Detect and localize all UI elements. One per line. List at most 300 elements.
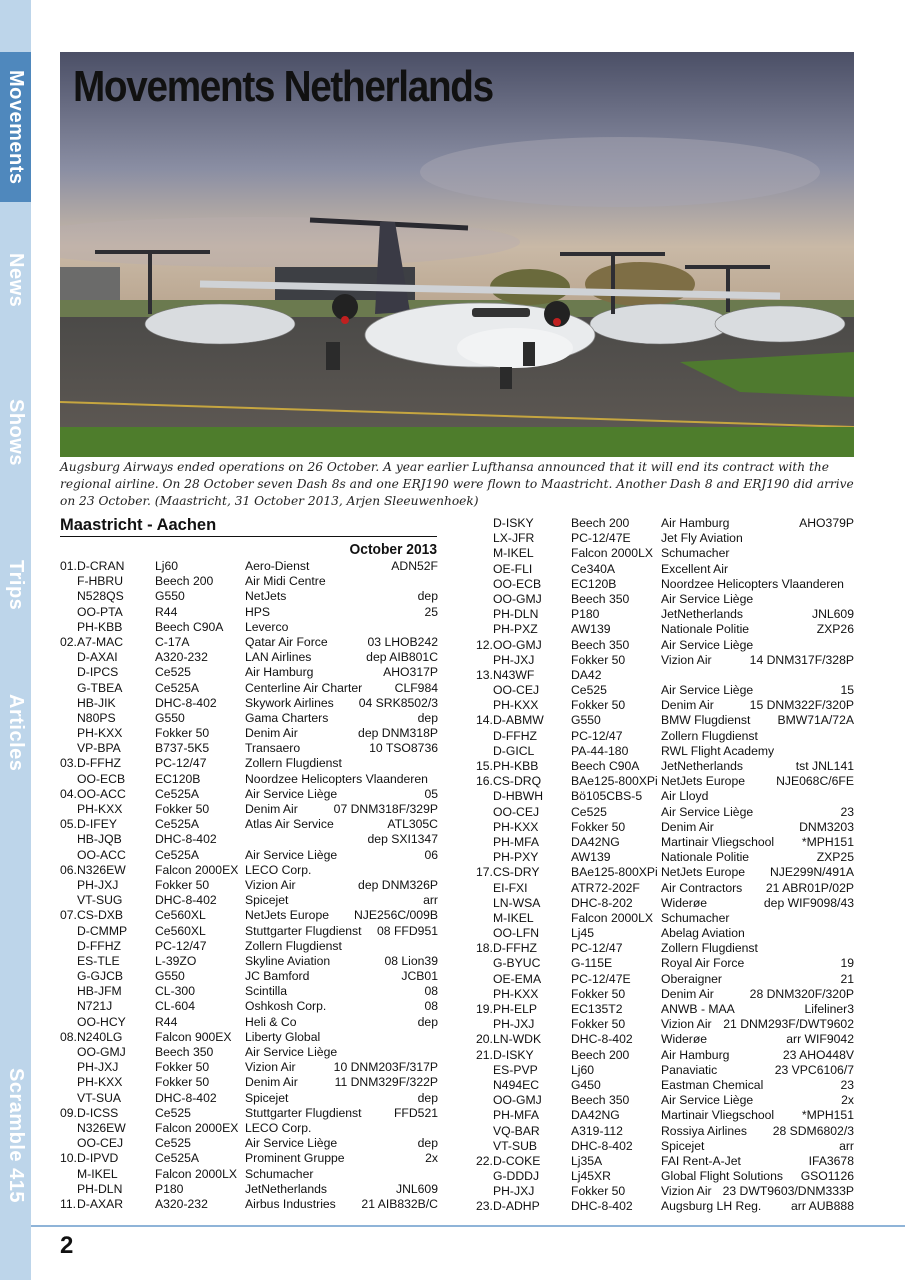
aircraft-type-cell: CL-604 <box>155 999 195 1014</box>
operator-cell: Denim Air <box>661 698 714 713</box>
aircraft-type-cell: Ce340A <box>571 561 616 576</box>
registration-cell: ES-PVP <box>493 1062 538 1077</box>
day-cell: 15. <box>476 759 493 773</box>
aircraft-type-cell: Beech 350 <box>571 591 630 606</box>
remarks-cell: dep SXI1347 <box>367 832 438 847</box>
movement-row <box>476 1139 854 1154</box>
remarks-cell: AHO379P <box>799 516 854 530</box>
movement-row <box>476 850 854 865</box>
aircraft-type-cell: Falcon 2000LX <box>571 910 653 925</box>
registration-cell: D-FFHZ <box>77 938 121 953</box>
remarks-cell: dep <box>417 1136 438 1151</box>
tab-news[interactable]: News <box>5 252 27 308</box>
movement-row <box>476 1108 854 1123</box>
tab-trips[interactable]: Trips <box>5 559 27 611</box>
movement-row <box>476 820 854 835</box>
operator-cell: Stuttgarter Flugdienst <box>245 923 362 938</box>
registration-cell: D-ABMW <box>493 713 544 728</box>
operator-cell: Vizion Air <box>661 1184 712 1199</box>
movement-row <box>60 1030 438 1045</box>
registration-cell: F-HBRU <box>77 574 124 589</box>
movement-row <box>60 605 438 620</box>
operator-cell: Heli & Co <box>245 1014 297 1029</box>
movement-row <box>60 802 438 817</box>
aircraft-type-cell: DHC-8-402 <box>155 695 217 710</box>
movement-row <box>60 635 438 650</box>
registration-cell: N80PS <box>77 710 116 725</box>
movement-row <box>476 896 854 911</box>
day-cell: 09. <box>60 1105 77 1120</box>
aircraft-type-cell: AW139 <box>571 622 611 637</box>
remarks-cell: 08 <box>424 999 438 1014</box>
operator-cell: LECO Corp. <box>245 1120 312 1135</box>
day-cell: 22. <box>476 1153 493 1168</box>
aircraft-type-cell: Fokker 50 <box>571 698 626 713</box>
operator-cell: Denim Air <box>245 802 298 816</box>
remarks-cell: *MPH151 <box>801 1108 854 1123</box>
registration-cell: D-HBWH <box>493 789 544 804</box>
aircraft-type-cell: Beech C90A <box>571 759 640 773</box>
registration-cell: D-IFEY <box>77 817 117 832</box>
section-heading: Maastricht - Aachen <box>60 516 437 537</box>
registration-cell: OO-PTA <box>77 604 123 619</box>
day-cell: 08. <box>60 1029 77 1044</box>
remarks-cell: 28 DNM320F/320P <box>749 986 854 1001</box>
aircraft-type-cell: G-115E <box>571 956 613 971</box>
movement-row <box>476 1199 854 1214</box>
operator-cell: Panaviatic <box>661 1062 718 1077</box>
remarks-cell: 23 <box>840 1077 854 1092</box>
day-cell: 02. <box>60 634 77 649</box>
movement-row <box>60 741 438 756</box>
operator-cell: Air Service Liège <box>661 683 754 698</box>
parked-aircraft-illustration <box>60 52 854 457</box>
aircraft-type-cell: DHC-8-402 <box>155 1090 217 1105</box>
operator-cell: Widerøe <box>661 895 708 910</box>
operator-cell: Widerøe <box>661 1032 708 1047</box>
remarks-cell: NJE256C/009B <box>353 908 438 923</box>
operator-cell: Stuttgarter Flugdienst <box>245 1105 362 1120</box>
movement-row <box>476 1169 854 1184</box>
registration-cell: PH-KBB <box>77 619 123 634</box>
movement-row <box>60 1015 438 1030</box>
operator-cell: Excellent Air <box>661 561 729 576</box>
movement-row <box>476 881 854 896</box>
operator-cell: NetJets Europe <box>245 908 330 923</box>
operator-cell: JetNetherlands <box>661 607 743 622</box>
movement-row <box>60 939 438 954</box>
aircraft-type-cell: DHC-8-402 <box>571 1138 633 1153</box>
movement-row <box>476 744 854 759</box>
remarks-cell: 07 DNM318F/329P <box>333 802 438 816</box>
aircraft-type-cell: P180 <box>571 607 600 622</box>
registration-cell: OO-ECB <box>77 771 126 786</box>
movement-row <box>476 1154 854 1169</box>
movement-row <box>60 832 438 847</box>
aircraft-type-cell: Beech 200 <box>571 1047 630 1062</box>
operator-cell: Vizion Air <box>245 877 296 892</box>
remarks-cell: ATL305C <box>387 817 438 832</box>
registration-cell: OO-GMJ <box>493 591 542 606</box>
remarks-cell: 23 VPC6106/7 <box>774 1062 854 1077</box>
aircraft-type-cell: CL-300 <box>155 984 195 999</box>
movement-row <box>476 972 854 987</box>
registration-cell: OO-LFN <box>493 926 540 941</box>
registration-cell: N721J <box>77 999 113 1014</box>
aircraft-type-cell: Lj60 <box>155 559 179 573</box>
operator-cell: Denim Air <box>661 986 714 1001</box>
aircraft-type-cell: BAe125-800XPi <box>571 774 658 789</box>
operator-cell: Gama Charters <box>245 710 329 725</box>
operator-cell: Schumacher <box>245 1166 314 1181</box>
remarks-cell: NJE068C/6FE <box>776 774 854 789</box>
remarks-cell: 15 <box>840 683 854 698</box>
operator-cell: Rossiya Airlines <box>661 1123 748 1138</box>
aircraft-type-cell: Beech 350 <box>155 1045 214 1059</box>
remarks-cell: tst JNL141 <box>795 759 854 773</box>
registration-cell: HB-JIK <box>77 695 116 710</box>
day-cell: 03. <box>60 756 77 771</box>
aircraft-type-cell: PC-12/47 <box>571 941 623 956</box>
aircraft-type-cell: Beech 350 <box>571 1093 630 1108</box>
remarks-cell: 21 <box>840 971 854 986</box>
registration-cell: OO-CEJ <box>77 1136 124 1151</box>
operator-cell: LAN Airlines <box>245 650 312 665</box>
remarks-cell: 04 SRK8502/3 <box>358 695 438 710</box>
registration-cell: PH-DLN <box>493 607 539 622</box>
day-cell: 16. <box>476 774 493 789</box>
remarks-cell: dep <box>417 1090 438 1105</box>
remarks-cell: DNM3203 <box>799 819 854 834</box>
aircraft-type-cell: Beech C90A <box>155 619 224 634</box>
movement-row <box>60 772 438 787</box>
aircraft-type-cell: Lj60 <box>571 1062 595 1077</box>
page-number: 2 <box>60 1232 74 1259</box>
movement-row <box>476 683 854 698</box>
aircraft-type-cell: PA-44-180 <box>571 743 629 758</box>
aircraft-type-cell: Beech 350 <box>571 637 630 652</box>
aircraft-type-cell: Falcon 2000EX <box>155 1120 239 1135</box>
registration-cell: PH-JXJ <box>493 1017 535 1032</box>
operator-cell: Air Service Liège <box>661 1093 754 1108</box>
movement-row <box>476 789 854 804</box>
operator-cell: Zollern Flugdienst <box>245 756 342 771</box>
remarks-cell: 03 LHOB242 <box>367 634 438 649</box>
operator-cell: LECO Corp. <box>245 862 312 877</box>
movement-row <box>60 1151 438 1166</box>
movement-row <box>476 956 854 971</box>
operator-cell: JetNetherlands <box>661 759 743 773</box>
operator-cell: Air Service Liège <box>661 637 754 652</box>
movement-row <box>476 1124 854 1139</box>
remarks-cell: arr <box>839 1138 854 1153</box>
aircraft-type-cell: R44 <box>155 1014 178 1029</box>
registration-cell: CS-DRY <box>493 865 540 880</box>
movement-row <box>60 908 438 923</box>
movements-column-right <box>476 516 854 1215</box>
aircraft-type-cell: Fokker 50 <box>155 1060 210 1075</box>
registration-cell: D-GICL <box>493 743 535 758</box>
operator-cell: Oberaigner <box>661 971 722 986</box>
aircraft-type-cell: Ce525 <box>571 683 607 698</box>
movement-row <box>476 516 854 531</box>
movement-row <box>60 863 438 878</box>
registration-cell: PH-PXY <box>493 850 539 865</box>
aircraft-type-cell: Ce560XL <box>155 923 206 938</box>
day-cell: 23. <box>476 1199 493 1214</box>
operator-cell: Vizion Air <box>661 1017 712 1032</box>
registration-cell: D-ICSS <box>77 1105 119 1120</box>
aircraft-type-cell: Ce525A <box>155 680 200 695</box>
registration-cell: D-FFHZ <box>493 941 537 956</box>
photo-caption: Augsburg Airways ended operations on 26 October. A year earlier Lufthansa announced that it will end its contract with the regional airline. On 28 October seven Dash 8s and one ERJ190 were flown to Maastricht. Another Dash 8 and ERJ190 did arrive on 23 October. (Maastricht, 31 October 2013, Arjen Sleeuwenhoek) <box>60 460 854 508</box>
operator-cell: Air Service Liège <box>661 804 754 819</box>
movement-row <box>60 1091 438 1106</box>
aircraft-type-cell: EC120B <box>571 576 617 591</box>
operator-cell: Royal Air Force <box>661 956 745 971</box>
registration-cell: N528QS <box>77 589 124 604</box>
operator-cell: Leverco <box>245 619 289 634</box>
operator-cell: ANWB - MAA <box>661 1002 735 1016</box>
operator-cell: Airbus Industries <box>245 1196 336 1211</box>
remarks-cell: GSO1126 <box>800 1169 854 1184</box>
registration-cell: PH-MFA <box>493 834 540 849</box>
operator-cell: Air Service Liège <box>245 1045 338 1059</box>
registration-cell: PH-PXZ <box>493 622 538 637</box>
registration-cell: A7-MAC <box>77 634 124 649</box>
aircraft-type-cell: Falcon 900EX <box>155 1029 232 1044</box>
remarks-cell: ZXP25 <box>816 850 854 865</box>
movement-row <box>60 1060 438 1075</box>
day-cell: 20. <box>476 1032 493 1047</box>
day-cell: 19. <box>476 1002 493 1016</box>
movement-row <box>60 984 438 999</box>
operator-cell: NetJets Europe <box>661 774 746 789</box>
remarks-cell: 23 DWT9603/DNM333P <box>722 1184 854 1199</box>
day-cell: 04. <box>60 786 77 801</box>
registration-cell: PH-KXX <box>493 986 539 1001</box>
registration-cell: OO-ECB <box>493 576 542 591</box>
operator-cell: FAI Rent-A-Jet <box>661 1153 741 1168</box>
operator-cell: Air Service Liège <box>245 786 338 801</box>
remarks-cell: 23 <box>840 804 854 819</box>
remarks-cell: BMW71A/72A <box>777 713 854 728</box>
aircraft-type-cell: Falcon 2000LX <box>571 546 653 561</box>
aircraft-type-cell: Fokker 50 <box>155 726 210 741</box>
registration-cell: D-CRAN <box>77 559 125 573</box>
operator-cell: HPS <box>245 604 271 619</box>
registration-cell: VP-BPA <box>77 741 121 756</box>
remarks-cell: 19 <box>840 956 854 971</box>
registration-cell: M-IKEL <box>77 1166 118 1181</box>
registration-cell: M-IKEL <box>493 910 534 925</box>
aircraft-type-cell: Lj45XR <box>571 1169 611 1184</box>
operator-cell: Spicejet <box>245 1090 289 1105</box>
movement-row <box>476 622 854 637</box>
operator-cell: Martinair Vliegschool <box>661 834 775 849</box>
operator-cell: Vizion Air <box>661 652 712 667</box>
registration-cell: D-ADHP <box>493 1199 540 1214</box>
movement-row <box>476 1078 854 1093</box>
registration-cell: PH-KXX <box>77 726 123 741</box>
movement-row <box>476 562 854 577</box>
remarks-cell: dep WIF9098/43 <box>763 895 854 910</box>
movement-row <box>476 774 854 789</box>
operator-cell: Schumacher <box>661 546 730 561</box>
remarks-cell: 2x <box>841 1093 854 1108</box>
registration-cell: EI-FXI <box>493 880 528 895</box>
operator-cell: Air Service Liège <box>245 847 338 862</box>
registration-cell: N326EW <box>77 862 126 877</box>
aircraft-type-cell: Ce525 <box>155 1136 191 1151</box>
operator-cell: JC Bamford <box>245 969 310 984</box>
movement-row <box>476 987 854 1002</box>
aircraft-type-cell: Ce525A <box>155 1151 200 1166</box>
movement-row <box>60 681 438 696</box>
registration-cell: G-BYUC <box>493 956 541 971</box>
day-cell: 14. <box>476 713 493 728</box>
remarks-cell: AHO317P <box>383 665 438 680</box>
registration-cell: D-CMMP <box>77 923 128 938</box>
movement-row <box>476 668 854 683</box>
day-cell: 21. <box>476 1047 493 1062</box>
remarks-cell: ZXP26 <box>816 622 854 637</box>
footer-rule <box>31 1225 905 1227</box>
remarks-cell: dep DNM326P <box>358 877 438 892</box>
remarks-cell: 21 AIB832B/C <box>361 1196 438 1211</box>
remarks-cell: 08 FFD951 <box>377 923 438 938</box>
remarks-cell: 06 <box>424 847 438 862</box>
movement-row <box>476 1063 854 1078</box>
operator-cell: Nationale Politie <box>661 622 750 637</box>
movement-row <box>60 1045 438 1060</box>
registration-cell: N240LG <box>77 1029 123 1044</box>
section-sidebar <box>0 0 31 1280</box>
month-heading: October 2013 <box>349 541 437 558</box>
aircraft-type-cell: Fokker 50 <box>571 1017 626 1032</box>
operator-cell: Qatar Air Force <box>245 634 328 649</box>
registration-cell: PH-KXX <box>493 819 539 834</box>
registration-cell: PH-KXX <box>77 802 123 816</box>
tab-scramble-issue[interactable]: Scramble 415 <box>5 1067 27 1203</box>
registration-cell: N326EW <box>77 1120 126 1135</box>
registration-cell: VT-SUG <box>77 893 123 908</box>
movements-column-left <box>60 559 438 1212</box>
remarks-cell: arr <box>423 893 438 908</box>
movement-row <box>476 1093 854 1108</box>
registration-cell: M-IKEL <box>493 546 534 561</box>
remarks-cell: CLF984 <box>394 680 438 695</box>
operator-cell: Aero-Dienst <box>245 559 310 573</box>
aircraft-type-cell: Fokker 50 <box>155 1075 210 1090</box>
operator-cell: Spicejet <box>245 893 289 908</box>
remarks-cell: 05 <box>424 786 438 801</box>
registration-cell: LX-JFR <box>493 531 535 546</box>
movement-row <box>476 729 854 744</box>
movement-row <box>476 653 854 668</box>
movement-row <box>60 1197 438 1212</box>
operator-cell: Denim Air <box>661 819 714 834</box>
movement-row <box>476 911 854 926</box>
operator-cell: Air Midi Centre <box>245 574 326 589</box>
aircraft-type-cell: Ce525 <box>155 1105 191 1120</box>
registration-cell: D-FFHZ <box>493 728 537 743</box>
aircraft-type-cell: EC135T2 <box>571 1002 623 1016</box>
aircraft-type-cell: PC-12/47 <box>155 756 207 771</box>
remarks-cell: arr WIF9042 <box>786 1032 854 1047</box>
remarks-cell: arr AUB888 <box>790 1199 854 1214</box>
operator-cell: Spicejet <box>661 1138 705 1153</box>
registration-cell: N494EC <box>493 1077 540 1092</box>
operator-cell: Prominent Gruppe <box>245 1151 345 1166</box>
movement-row <box>60 650 438 665</box>
registration-cell: VT-SUA <box>77 1090 122 1105</box>
registration-cell: D-IPVD <box>77 1151 119 1166</box>
registration-cell: ES-TLE <box>77 953 120 968</box>
remarks-cell: Lifeliner3 <box>804 1002 854 1016</box>
registration-cell: D-AXAR <box>77 1196 124 1211</box>
movement-row <box>60 589 438 604</box>
aircraft-type-cell: G550 <box>155 589 185 604</box>
aircraft-type-cell: Ce525A <box>155 847 200 862</box>
aircraft-type-cell: Ce560XL <box>155 908 206 923</box>
movement-row <box>476 865 854 880</box>
aircraft-type-cell: PC-12/47 <box>155 938 207 953</box>
tab-shows[interactable]: Shows <box>5 399 27 466</box>
movement-row <box>60 848 438 863</box>
operator-cell: Zollern Flugdienst <box>661 728 758 743</box>
day-cell: 05. <box>60 817 77 832</box>
aircraft-type-cell: Ce525A <box>155 786 200 801</box>
remarks-cell: 21 DNM293F/DWT9602 <box>723 1017 854 1032</box>
movement-row <box>60 1106 438 1121</box>
operator-cell: Global Flight Solutions <box>661 1169 783 1184</box>
day-cell: 12. <box>476 637 493 652</box>
remarks-cell: dep <box>417 710 438 725</box>
operator-cell: Eastman Chemical <box>661 1077 764 1092</box>
movement-row <box>476 607 854 622</box>
remarks-cell: IFA3678 <box>808 1153 854 1168</box>
registration-cell: D-FFHZ <box>77 756 121 771</box>
aircraft-type-cell: A320-232 <box>155 1196 208 1211</box>
remarks-cell: dep AIB801C <box>366 650 438 665</box>
operator-cell: Noordzee Helicopters Vlaanderen <box>245 771 428 786</box>
movement-row <box>476 941 854 956</box>
tab-articles[interactable]: Articles <box>5 693 27 772</box>
tab-movements[interactable]: Movements <box>0 52 31 202</box>
registration-cell: PH-KXX <box>493 698 539 713</box>
operator-cell: Transaero <box>245 741 301 756</box>
movement-row <box>60 711 438 726</box>
aircraft-type-cell: ATR72-202F <box>571 880 640 895</box>
remarks-cell: FFD521 <box>393 1105 438 1120</box>
registration-cell: PH-JXJ <box>493 652 535 667</box>
movement-row <box>476 1002 854 1017</box>
aircraft-type-cell: P180 <box>155 1181 184 1196</box>
movement-row <box>476 805 854 820</box>
movement-row <box>60 878 438 893</box>
registration-cell: PH-ELP <box>493 1002 538 1016</box>
registration-cell: OO-GMJ <box>77 1045 126 1059</box>
aircraft-type-cell: Falcon 2000LX <box>155 1166 237 1181</box>
registration-cell: PH-JXJ <box>77 1060 119 1075</box>
remarks-cell: 10 TSO8736 <box>369 741 438 756</box>
movement-row <box>476 926 854 941</box>
remarks-cell: 11 DNM329F/322P <box>334 1075 438 1090</box>
registration-cell: OE-EMA <box>493 971 542 986</box>
aircraft-type-cell: PC-12/47E <box>571 971 631 986</box>
aircraft-type-cell: Ce525A <box>155 817 200 832</box>
